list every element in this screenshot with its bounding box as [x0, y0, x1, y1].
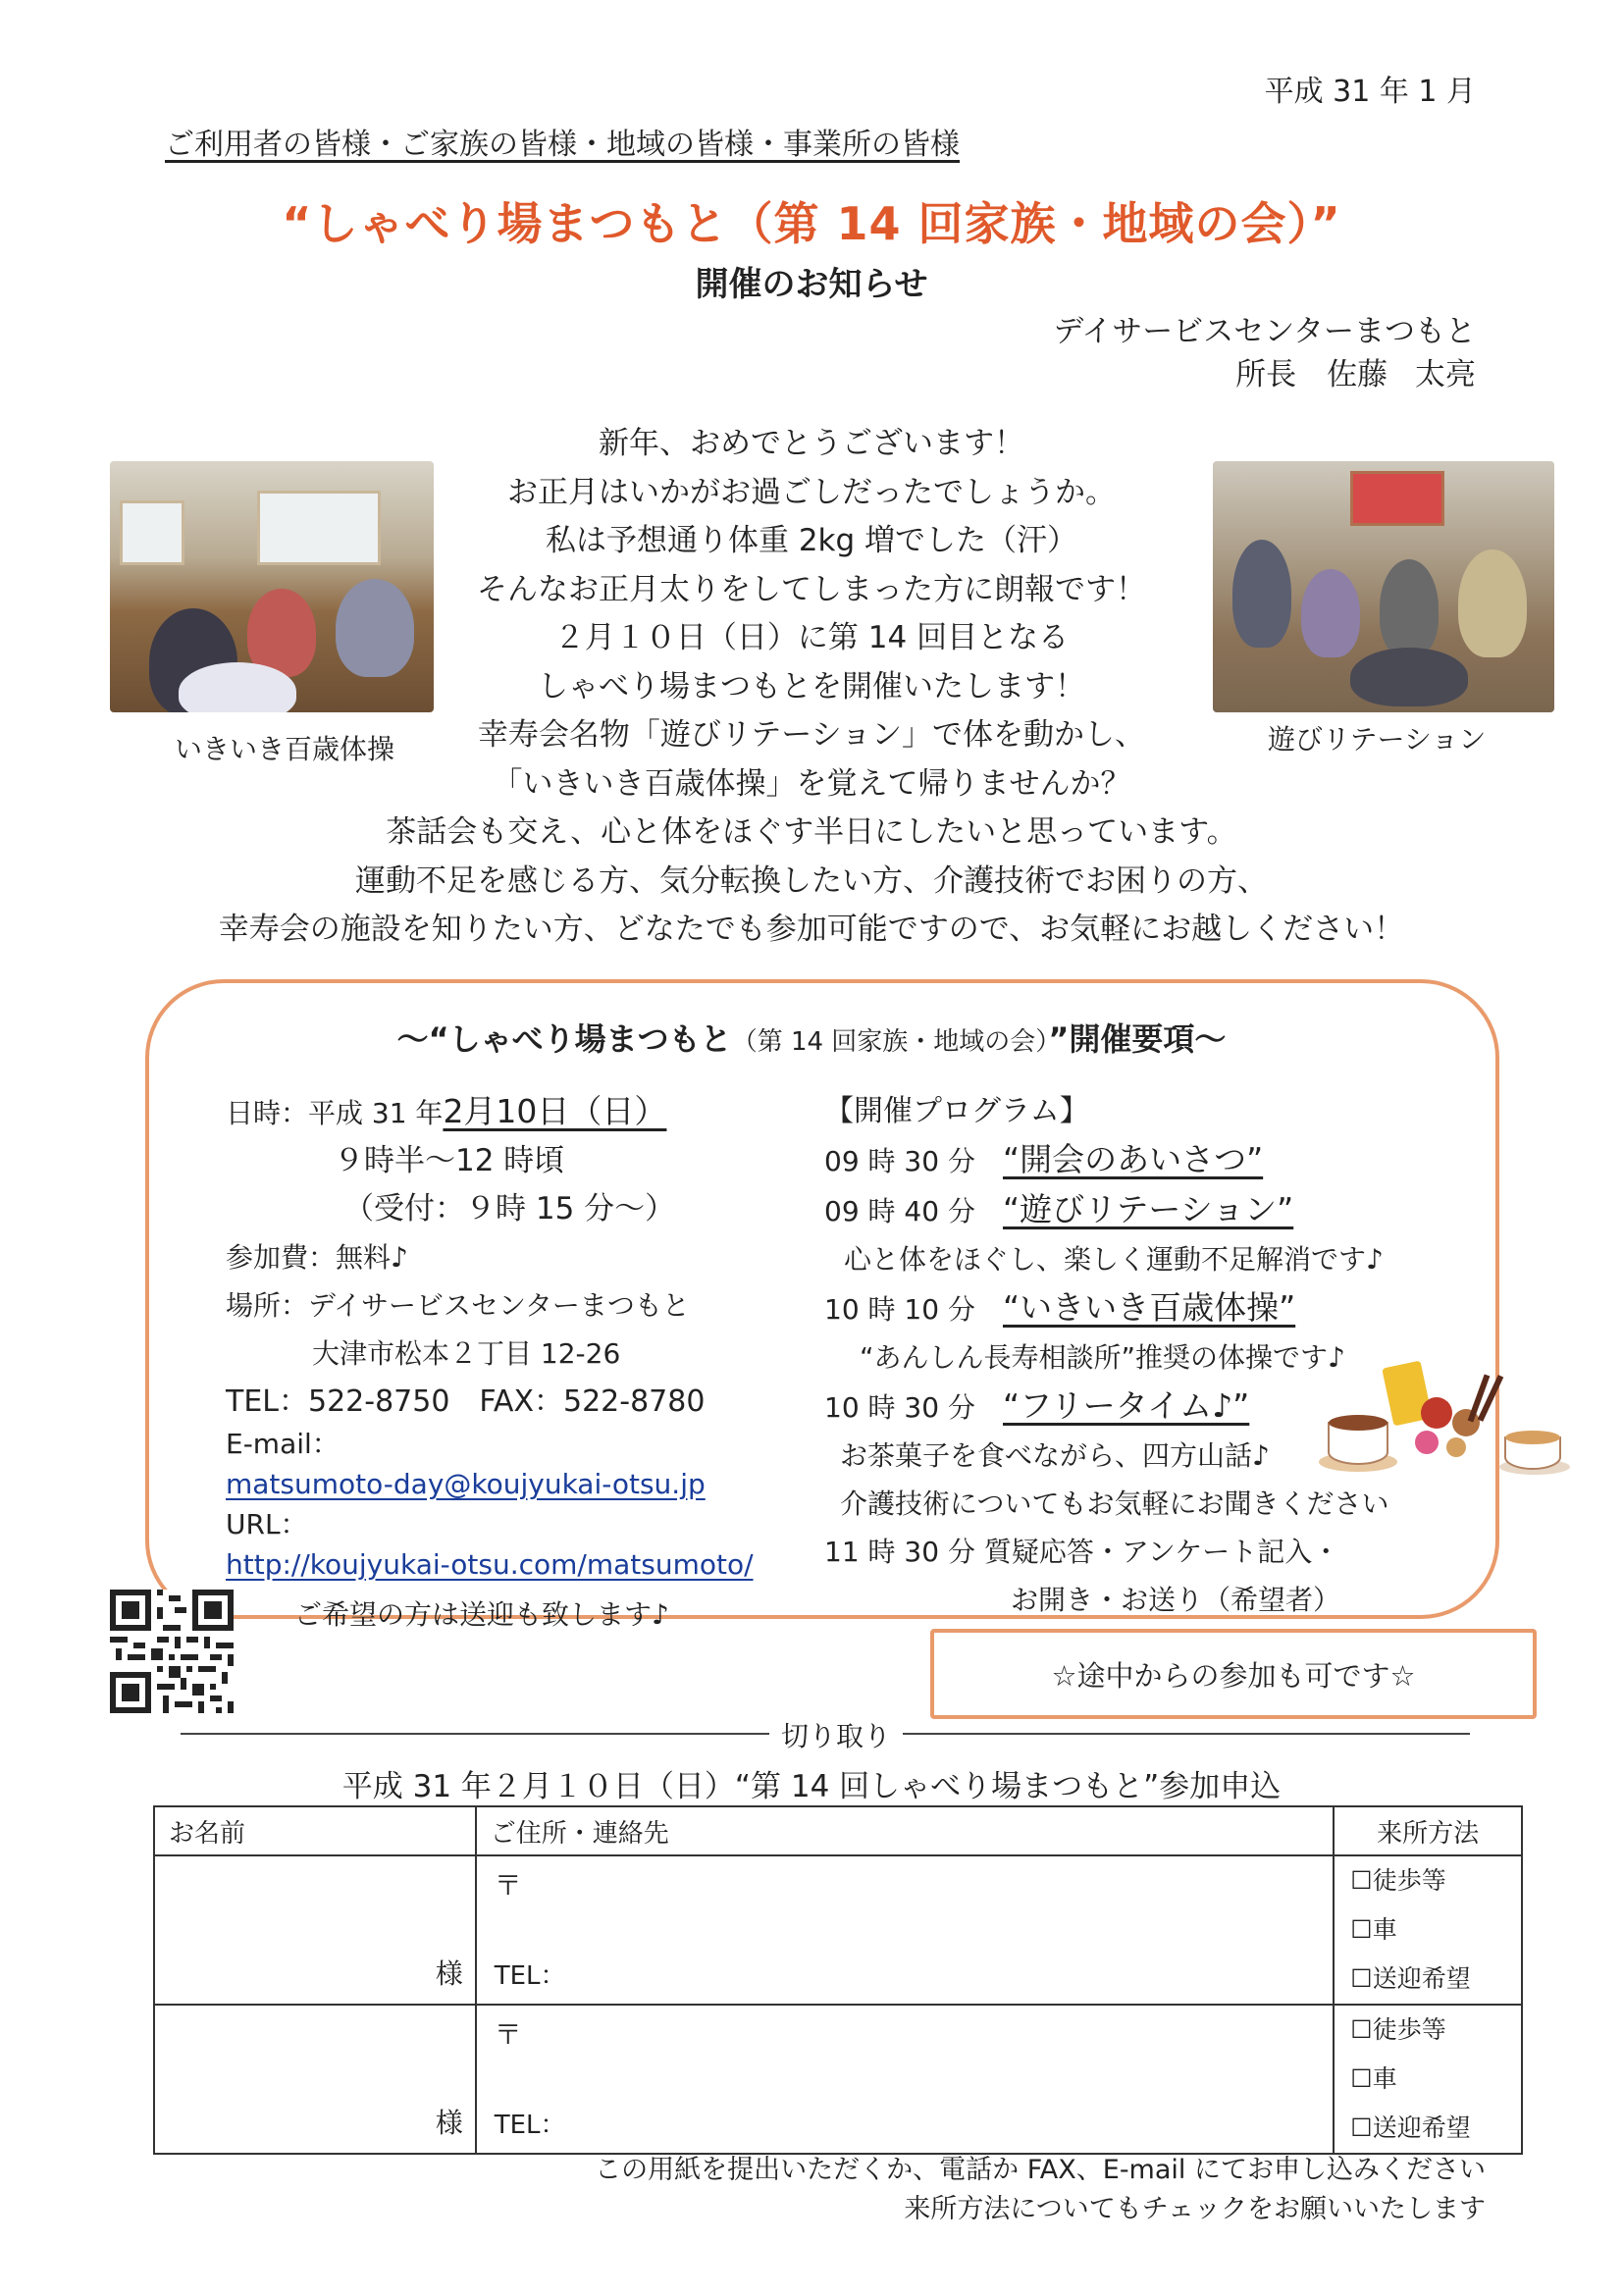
cut-label: 切り取り	[769, 1715, 903, 1754]
tel-fax: TEL：522-8750 FAX：522-8780	[226, 1384, 706, 1419]
form-row	[154, 1855, 1522, 2005]
option-car-checkbox[interactable]: ☐車	[1350, 1915, 1397, 1944]
website-link[interactable]: http://koujyukai-otsu.com/matsumoto/	[226, 1548, 754, 1581]
option-car-checkbox[interactable]: ☐車	[1350, 2064, 1397, 2093]
program-time: 09 時 30 分	[824, 1145, 975, 1177]
greeting-line: お正月はいかがお過ごしだったでしょうか。	[507, 474, 1116, 510]
address-field[interactable]	[477, 2006, 1334, 2153]
program-time: 10 時 10 分	[824, 1293, 975, 1326]
event-time: ９時半～12 時頃	[334, 1143, 565, 1178]
postal-mark: 〒	[494, 1869, 522, 1902]
program-title: “フリータイム♪”	[1002, 1386, 1250, 1425]
details-title-end: ”開催要項～	[1048, 1020, 1227, 1058]
form-row	[154, 2005, 1522, 2154]
option-pickup-checkbox[interactable]: ☐送迎希望	[1350, 2113, 1471, 2142]
sama-suffix: 様	[435, 2107, 463, 2139]
director-name: 所長 佐藤 太亮	[1235, 357, 1476, 392]
program-desc: “あんしん長寿相談所”推奨の体操です♪	[860, 1341, 1345, 1374]
submission-note	[595, 2151, 1486, 2229]
sama-suffix: 様	[435, 1957, 463, 1990]
details-title-main: ～“しゃべり場まつもと	[396, 1020, 732, 1058]
greeting-line: 茶話会も交え、心と体をほぐす半日にしたいと思っています。	[386, 814, 1237, 850]
program-title: “いきいき百歳体操”	[1002, 1288, 1296, 1327]
event-info	[226, 1087, 754, 1587]
qr-code[interactable]	[110, 1590, 234, 1713]
pickup-note: ご希望の方は送迎も致します♪	[294, 1598, 669, 1631]
program-desc: 心と体をほぐし、楽しく運動不足解消です♪	[844, 1243, 1384, 1276]
greeting-line: 私は予想通り体重 2kg 増でした（汗）	[545, 523, 1078, 558]
program-title: “開会のあいさつ”	[1002, 1140, 1264, 1178]
program-time: 10 時 30 分	[824, 1391, 975, 1424]
address: 大津市松本２丁目 12-26	[312, 1337, 621, 1370]
option-walk-checkbox[interactable]: ☐徒歩等	[1350, 2015, 1446, 2044]
greeting-line: 運動不足を感じる方、気分転換したい方、介護技術でお困りの方、	[355, 862, 1268, 899]
application-title: 平成 31 年２月１０日（日）“第 14 回しゃべり場まつもと”参加申込	[341, 1769, 1282, 1804]
footer-line: この用紙を提出いただくか、電話か FAX、E-mail にてお申し込みください	[595, 2155, 1486, 2185]
greeting-line: ２月１０日（日）に第 14 回目となる	[553, 620, 1070, 655]
event-subtitle: 開催のお知らせ	[695, 265, 928, 304]
audience-line: ご利用者の皆様・ご家族の皆様・地域の皆様・事業所の皆様	[165, 128, 960, 162]
col-name-header: お名前	[154, 1806, 476, 1855]
organization-name: デイサービスセンターまつもと	[1053, 314, 1476, 349]
recreation-photo-caption: 遊びリテーション	[1268, 723, 1487, 756]
issue-date: 平成 31 年 1 月	[1264, 75, 1476, 109]
cut-line	[181, 1715, 1470, 1754]
name-field[interactable]	[155, 1856, 475, 2004]
date-label: 日時：平成 31 年	[226, 1097, 444, 1129]
greeting-line: 幸寿会の施設を知りたい方、どなたでも参加可能ですので、お気軽にお越しください！	[218, 912, 1405, 947]
program-title: 質疑応答・アンケート記入・	[983, 1536, 1340, 1568]
event-date: 2月10日（日）	[443, 1092, 667, 1130]
tel-label: TEL：	[494, 1961, 566, 1991]
program-heading: 【開催プログラム】	[824, 1094, 1089, 1128]
program-desc: お茶菓子を食べながら、四方山話♪	[840, 1439, 1270, 1472]
program-desc: お開き・お送り（希望者）	[1011, 1584, 1341, 1616]
greeting-line: しゃべり場まつもとを開催いたします！	[538, 668, 1085, 704]
tea-sweets-illustration	[1319, 1354, 1574, 1491]
greeting-line: 幸寿会名物「遊びリテーション」で体を動かし、	[477, 717, 1146, 753]
tel-label: TEL：	[494, 2111, 566, 2140]
greeting-line: そんなお正月太りをしてしまった方に朗報です！	[477, 571, 1146, 607]
footer-line: 来所方法についてもチェックをお願いいたします	[904, 2194, 1486, 2224]
details-title-sub: （第 14 回家族・地域の会）	[731, 1027, 1049, 1057]
program-time: 09 時 40 分	[824, 1195, 975, 1227]
application-form	[153, 1805, 1523, 2155]
program-list	[824, 1087, 1388, 1624]
fee: 参加費：無料♪	[226, 1241, 408, 1274]
url-label: URL：	[226, 1508, 308, 1540]
name-field[interactable]	[155, 2006, 475, 2153]
col-method-header: 来所方法	[1334, 1806, 1522, 1855]
details-title	[0, 1015, 1623, 1060]
option-pickup-checkbox[interactable]: ☐送迎希望	[1350, 1964, 1471, 1993]
email-link[interactable]: matsumoto-day@koujyukai-otsu.jp	[226, 1468, 706, 1500]
midway-join-text: ☆途中からの参加も可です☆	[1051, 1658, 1416, 1693]
program-title: “遊びリテーション”	[1002, 1190, 1294, 1228]
exercise-photo-caption: いきいき百歳体操	[175, 733, 395, 765]
event-title: “しゃべり場まつもと（第 14 回家族・地域の会）”	[282, 197, 1341, 250]
program-desc: 介護技術についてもお気軽にお聞きください	[840, 1487, 1389, 1520]
option-walk-checkbox[interactable]: ☐徒歩等	[1350, 1866, 1446, 1895]
greeting-text	[0, 420, 1623, 955]
col-address-header: ご住所・連絡先	[476, 1806, 1335, 1855]
email-label: E-mail：	[226, 1428, 340, 1460]
postal-mark: 〒	[494, 2018, 522, 2051]
program-time: 11 時 30 分	[824, 1536, 975, 1568]
place: 場所：デイサービスセンターまつもと	[226, 1289, 690, 1322]
midway-join-note	[930, 1629, 1537, 1719]
address-field[interactable]	[477, 1856, 1334, 2004]
greeting-line: 「いきいき百歳体操」を覚えて帰りませんか？	[492, 765, 1131, 802]
greeting-line: 新年、おめでとうございます！	[599, 426, 1024, 461]
reception-time: （受付：９時 15 分～）	[343, 1191, 676, 1226]
